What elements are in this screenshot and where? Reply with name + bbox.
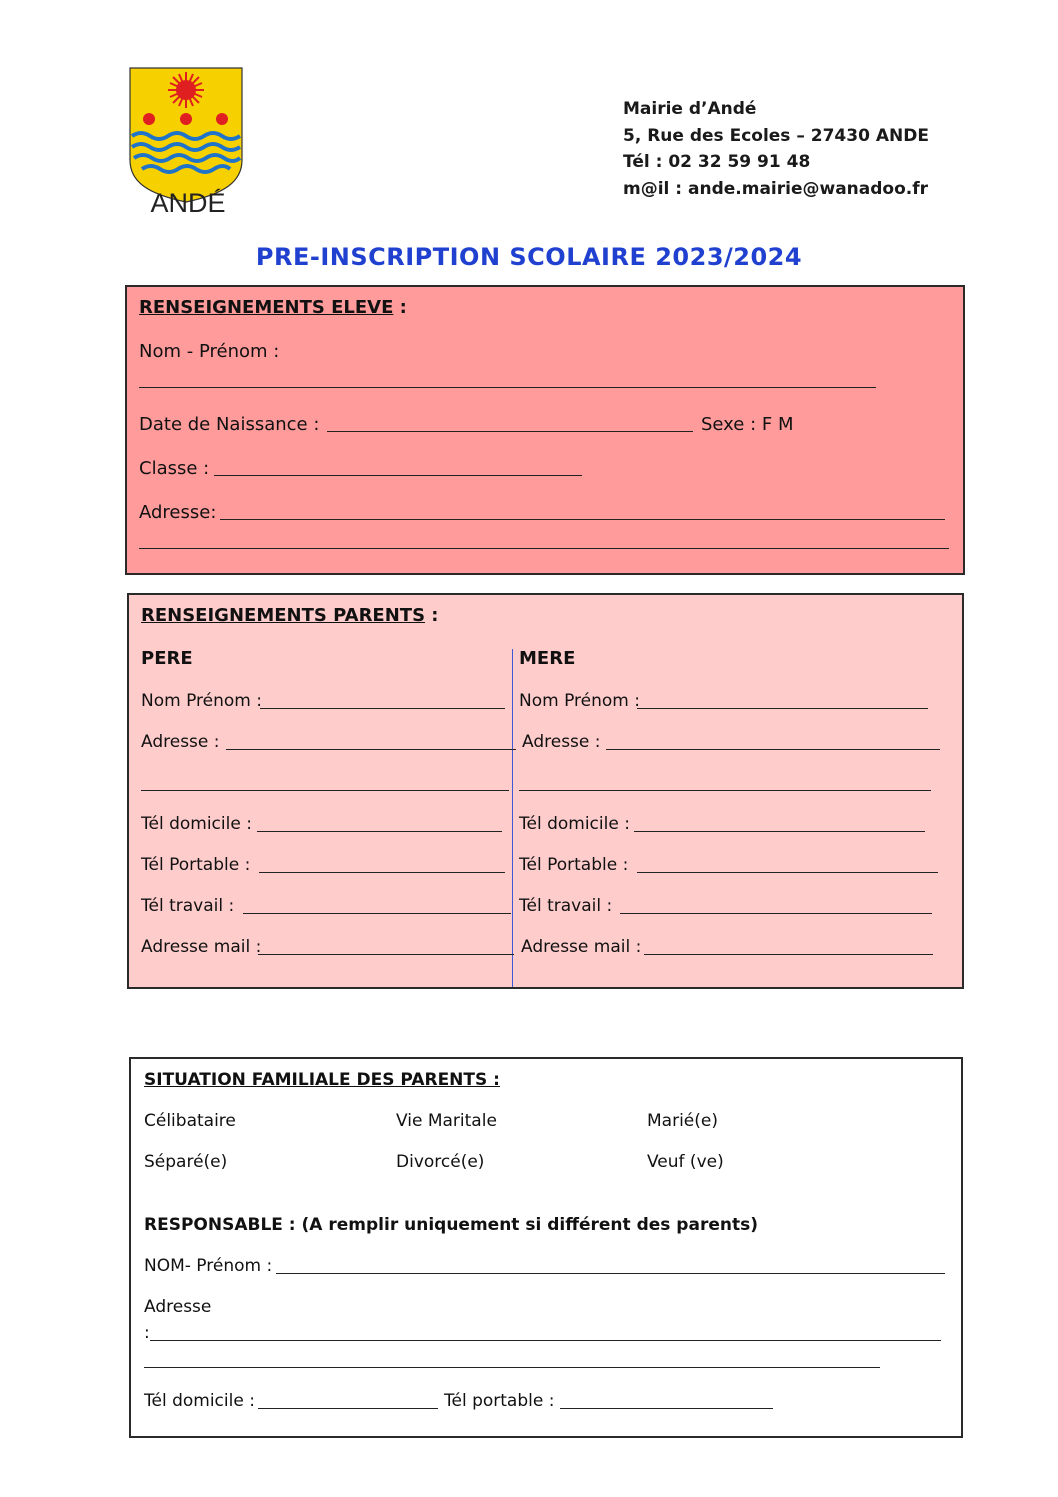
option-separe[interactable] [144, 1152, 227, 1172]
logo-town-name: ANDÉ [150, 188, 226, 218]
parents-heading-text: RENSEIGNEMENTS PARENTS [141, 605, 426, 626]
sexe-f-label: Sexe : F [701, 414, 773, 435]
responsable-tel-domicile-label: Tél domicile : [144, 1391, 255, 1411]
pere-tel-domicile-field[interactable] [257, 831, 502, 832]
responsable-adresse-colon: : [144, 1323, 150, 1343]
eleve-classe-field[interactable] [214, 475, 582, 476]
mairie-email: m@il : ande.mairie@wanadoo.fr [623, 178, 929, 199]
mere-tel-travail-label: Tél travail : [519, 896, 613, 916]
eleve-heading-text: RENSEIGNEMENTS ELEVE [139, 297, 394, 318]
mere-nom-label: Nom Prénom : [519, 691, 640, 711]
option-veuf-label: Veuf (ve) [647, 1152, 724, 1172]
mere-mail-label: Adresse mail : [521, 937, 642, 957]
eleve-heading [139, 297, 407, 318]
mere-tel-domicile-field[interactable] [634, 831, 925, 832]
pere-adresse-field[interactable] [226, 749, 516, 750]
pere-tel-travail-label: Tél travail : [141, 896, 235, 916]
responsable-tel-portable-label: Tél portable : [444, 1391, 555, 1411]
option-vie-maritale-label: Vie Maritale [396, 1111, 497, 1131]
pere-tel-portable-label: Tél Portable : [141, 855, 251, 875]
option-divorce-label: Divorcé(e) [396, 1152, 485, 1172]
mere-adresse-field-2[interactable] [519, 790, 931, 791]
famille-section [129, 1057, 963, 1438]
option-celibataire[interactable] [144, 1111, 236, 1131]
eleve-adresse-field[interactable] [220, 519, 945, 520]
responsable-nom-label: NOM- Prénom : [144, 1256, 273, 1276]
sun-icon [168, 72, 204, 108]
parents-heading [141, 605, 439, 626]
mere-tel-domicile-label: Tél domicile : [519, 814, 630, 834]
pere-tel-domicile-label: Tél domicile : [141, 814, 252, 834]
option-divorce[interactable] [396, 1152, 484, 1172]
responsable-nom-field[interactable] [276, 1273, 945, 1274]
mere-mail-field[interactable] [644, 954, 933, 955]
pere-mail-field[interactable] [258, 954, 514, 955]
option-marie-label: Marié(e) [647, 1111, 718, 1131]
responsable-heading: RESPONSABLE : (A remplir uniquement si différent des parents) [144, 1215, 758, 1235]
eleve-classe-label: Classe : [139, 458, 210, 479]
mairie-address-block [623, 96, 929, 202]
eleve-nom-label: Nom - Prénom : [139, 341, 280, 362]
pere-tel-portable-field[interactable] [259, 872, 505, 873]
responsable-adresse-label: Adresse [144, 1297, 212, 1317]
option-vie-maritale[interactable] [396, 1111, 497, 1131]
mere-title: MERE [519, 648, 576, 669]
responsable-tel-portable-field[interactable] [560, 1408, 773, 1409]
mere-tel-travail-field[interactable] [620, 913, 932, 914]
eleve-date-field[interactable] [327, 431, 693, 432]
eleve-heading-colon: : [393, 297, 407, 318]
famille-heading: SITUATION FAMILIALE DES PARENTS : [144, 1070, 500, 1090]
mere-adresse-label: Adresse : [522, 732, 601, 752]
responsable-adresse-field[interactable] [150, 1340, 941, 1341]
mere-adresse-field[interactable] [606, 749, 940, 750]
mere-tel-portable-label: Tél Portable : [519, 855, 629, 875]
pere-title: PERE [141, 648, 193, 669]
pere-mail-label: Adresse mail : [141, 937, 262, 957]
eleve-sexe-label [701, 414, 793, 435]
eleve-adresse-label: Adresse: [139, 502, 217, 523]
mairie-name: Mairie d’Andé [623, 99, 757, 119]
pere-adresse-field-2[interactable] [141, 790, 509, 791]
responsable-tel-domicile-field[interactable] [258, 1408, 438, 1409]
option-veuf[interactable] [647, 1152, 724, 1172]
responsable-adresse-field-2[interactable] [144, 1367, 880, 1368]
pere-adresse-label: Adresse : [141, 732, 220, 752]
eleve-adresse-field-2[interactable] [139, 548, 949, 549]
parents-column-separator [512, 649, 513, 987]
option-separe-label: Séparé(e) [144, 1152, 228, 1172]
eleve-nom-field[interactable] [139, 387, 876, 388]
option-marie[interactable] [647, 1111, 718, 1131]
sexe-m-label: M [777, 414, 794, 435]
parents-heading-colon: : [425, 605, 439, 626]
pere-tel-travail-field[interactable] [243, 913, 511, 914]
mairie-street: 5, Rue des Ecoles – 27430 ANDE [623, 125, 929, 146]
mairie-phone: Tél : 02 32 59 91 48 [623, 152, 811, 172]
mere-tel-portable-field[interactable] [637, 872, 938, 873]
pere-nom-label: Nom Prénom : [141, 691, 262, 711]
pere-nom-field[interactable] [260, 708, 505, 709]
eleve-date-label: Date de Naissance : [139, 414, 320, 435]
page-title: PRE-INSCRIPTION SCOLAIRE 2023/2024 [255, 243, 803, 271]
option-celibataire-label: Célibataire [144, 1111, 236, 1131]
mere-nom-field[interactable] [637, 708, 928, 709]
